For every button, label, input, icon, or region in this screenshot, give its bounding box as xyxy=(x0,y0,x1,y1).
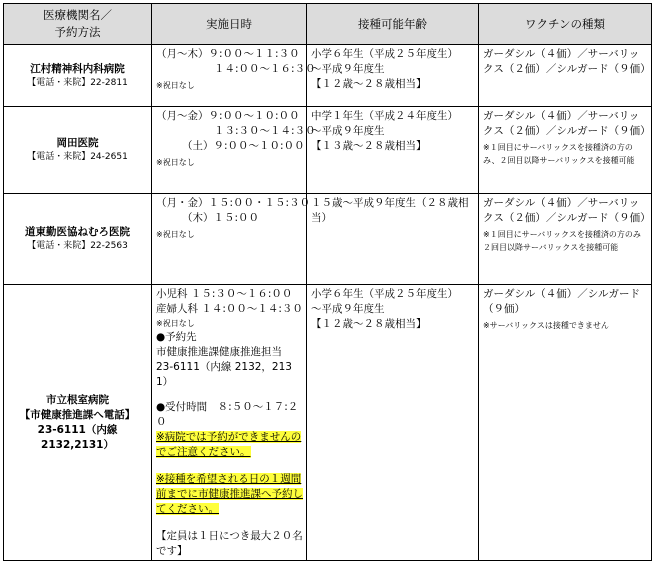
clinic-cell xyxy=(4,45,152,107)
vaccine-cell: ガーダシル（４価）／サーバリックス（２価）／シルガード（９価） ※１回目にサーバリックスを接種済の方のみ２回目以降サーバリックスを接種可能 xyxy=(479,194,652,285)
age-cell: １５歳～平成９年度生（２８歳相当） xyxy=(307,194,479,285)
booking-method: 【電話・来院】24-2651 xyxy=(27,152,128,162)
clinic-cell xyxy=(4,194,152,285)
age-cell: 小学６年生（平成２５年度生） ～平成９年度生 【１２歳～２８歳相当】 xyxy=(307,285,479,561)
booking-method: 【電話・来院】22-2563 xyxy=(27,241,128,251)
clinic-name: 道東勤医協ねむろ医院 xyxy=(25,226,130,238)
capacity-note: 【定員は１日につき最大２０名です】 xyxy=(156,530,303,557)
schedule-cell: （月～金）９:００～１０:００ １３:３０～１４:３０ （土）９:００～１０:００ ※祝日なし xyxy=(152,107,307,194)
booking-method: 【電話・来院】22-2811 xyxy=(27,77,128,88)
clinic-cell xyxy=(4,285,152,561)
schedule-cell: 小児科 １５:３０～１６:００ 産婦人科 １４:００～１４:３０ ※祝日なし ●予約先 市健康推進課健康推進担当 23-6111（内線 2132，2131） ●受付時間 ８:５０～１７:２０ ※病院では予約ができませんのでご注意ください。 ※接種を希望される日の１週間前までに市健康推進課へ予約してください。 【定員は１日につき最大２０名です】 xyxy=(152,285,307,561)
schedule-cell: （月・金）１５:００・１５:３０ （木）１５:００ ※祝日なし xyxy=(152,194,307,285)
booking-head: ●予約先 xyxy=(156,331,197,343)
schedule-cell: （月～木）９:００～１１:３０ １４:００～１６:３０ ※祝日なし xyxy=(152,45,307,107)
age-cell: 小学６年生（平成２５年度生） ～平成９年度生 【１２歳～２８歳相当】 xyxy=(307,45,479,107)
table-row xyxy=(4,45,652,107)
header-clinic-name: 医療機関名／ 予約方法 xyxy=(4,4,152,45)
header-row xyxy=(4,4,652,45)
vaccine-cell: ガーダシル（４価）／サーバリックス（２価）／シルガード（９価） ※１回目にサーバリックスを接種済の方のみ、２回目以降サーバリックスを接種可能 xyxy=(479,107,652,194)
warning-no-hospital-booking: ※病院では予約ができませんのでご注意ください。 xyxy=(156,431,302,458)
table-row xyxy=(4,194,652,285)
clinic-name: 市立根室病院 xyxy=(46,393,109,406)
age-cell: 中学１年生（平成２４年度生） ～平成９年度生 【１３歳～２８歳相当】 xyxy=(307,107,479,194)
vaccine-cell: ガーダシル（４価）／シルガード（９価） ※サーバリックスは接種できません xyxy=(479,285,652,561)
header-vaccine-type: ワクチンの種類 xyxy=(479,4,652,45)
reception-hours: ●受付時間 ８:５０～１７:２０ xyxy=(156,401,299,428)
table-row xyxy=(4,107,652,194)
vaccine-cell: ガーダシル（４価）／サーバリックス（２価）／シルガード（９価） xyxy=(479,45,652,107)
table-row xyxy=(4,285,652,561)
clinic-name: 岡田医院 xyxy=(56,137,99,149)
vaccination-clinic-table xyxy=(3,3,652,561)
booking-method: 【市健康推進課へ電話】 xyxy=(19,408,136,421)
header-schedule: 実施日時 xyxy=(152,4,307,45)
clinic-name: 江村精神科内科病院 xyxy=(30,62,125,75)
clinic-cell xyxy=(4,107,152,194)
warning-book-one-week-ahead: ※接種を希望される日の１週間前までに市健康推進課へ予約してください。 xyxy=(156,473,303,515)
header-age: 接種可能年齢 xyxy=(307,4,479,45)
clinic-phone: 23-6111（内線2132,2131） xyxy=(37,423,118,451)
